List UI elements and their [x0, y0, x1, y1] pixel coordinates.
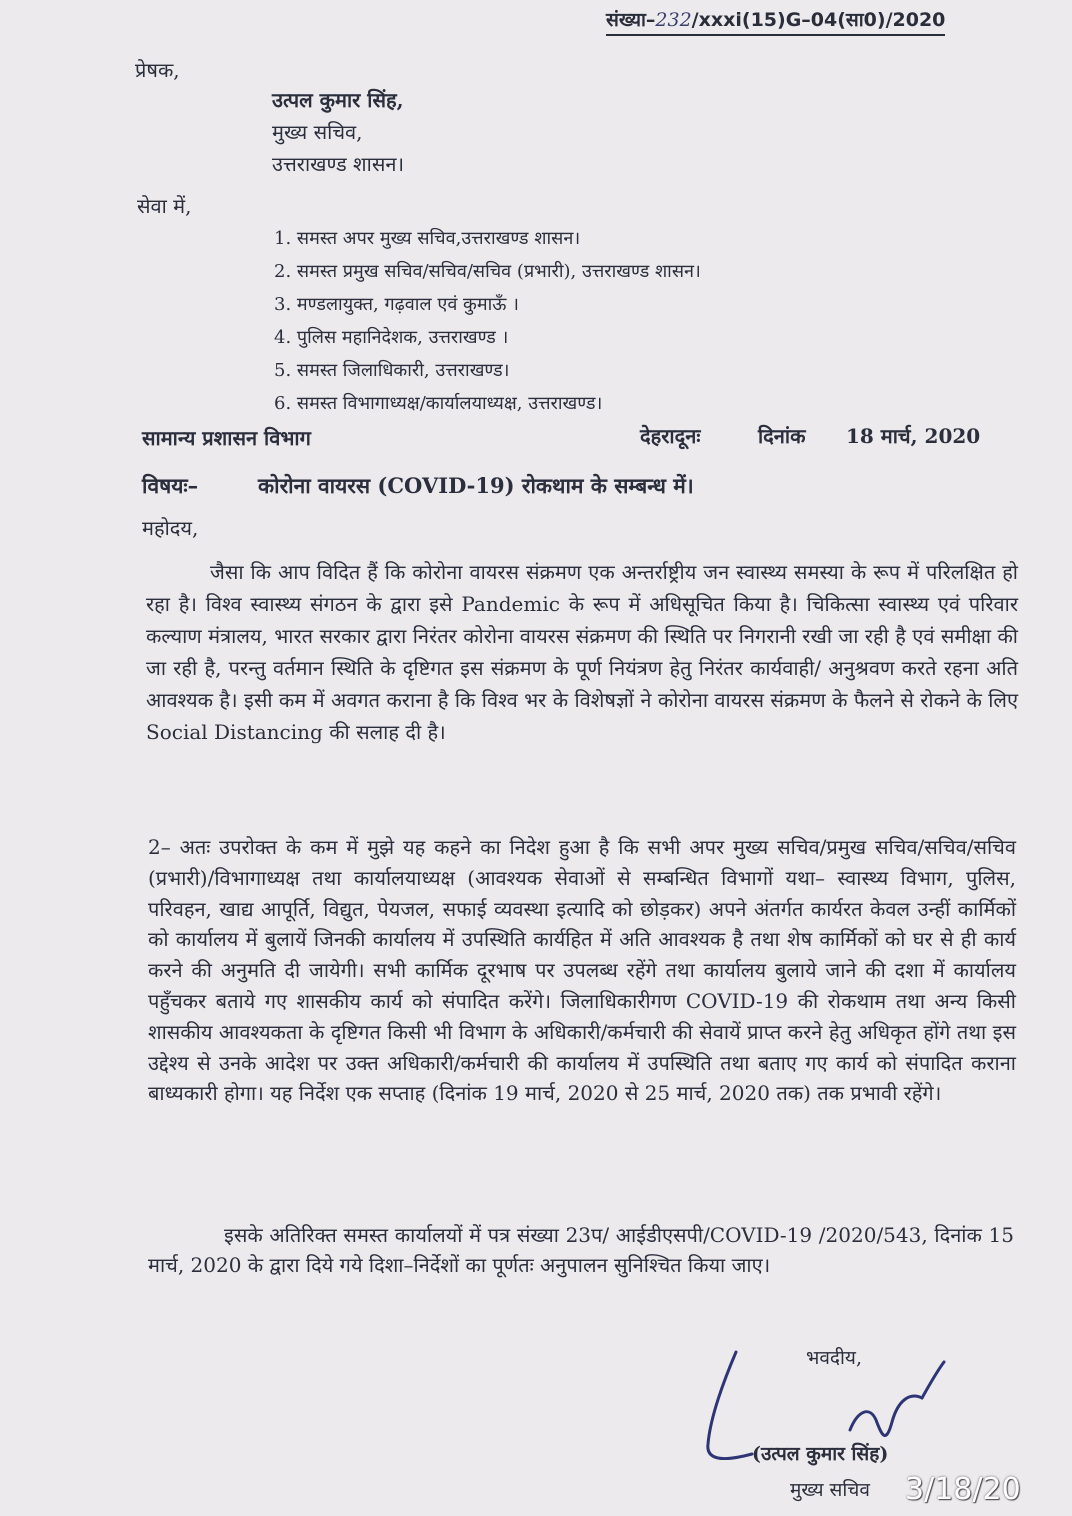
- recipients-label: सेवा में,: [137, 194, 192, 218]
- date-label: दिनांक: [758, 424, 806, 448]
- recipient-item: 6. समस्त विभागाध्यक्ष/कार्यालयाध्यक्ष, उत्तराखण्ड।: [274, 393, 603, 414]
- paragraph-1: जैसा कि आप विदित हैं कि कोरोना वायरस संक्रमण एक अन्तर्राष्ट्रीय जन स्वास्थ्य समस्या के रूप में परिलक्षित हो रहा है। विश्व स्वास्थ्य संगठन के द्वारा इसे Pandemic के रूप में अधिसूचित किया है। चिकित्सा स्वास्थ्य एवं परिवार कल्याण मंत्रालय, भारत सरकार द्वारा निरंतर कोरोना वायरस संक्रमण की स्थिति पर निगरानी रखी जा रही है एवं समीक्षा की जा रही है, परन्तु वर्तमान स्थिति के दृष्टिगत इस संक्रमण के पूर्ण नियंत्रण हेतु निरंतर कार्यवाही/ अनुश्रवण करते रहना अति आवश्यक है। इसी कम में अवगत कराना है कि विश्व भर के विशेषज्ञों ने कोरोना वायरस संक्रमण के फैलने से रोकने के लिए Social Distancing की सलाह दी है।: [146, 560, 1018, 744]
- sender-office: उत्तराखण्ड शासन।: [272, 152, 405, 176]
- place: देहरादूनः: [640, 424, 701, 448]
- recipient-item: 4. पुलिस महानिदेशक, उत्तराखण्ड ।: [274, 327, 509, 348]
- recipient-item: 1. समस्त अपर मुख्य सचिव,उत्तराखण्ड शासन।: [274, 228, 581, 249]
- subject-label: विषयः–: [142, 473, 199, 498]
- recipient-item: 5. समस्त जिलाधिकारी, उत्तराखण्ड।: [274, 360, 510, 381]
- sender-designation: मुख्य सचिव,: [272, 120, 363, 144]
- recipient-item: 2. समस्त प्रमुख सचिव/सचिव/सचिव (प्रभारी), उत्तराखण्ड शासन।: [274, 261, 701, 282]
- sender-name: उत्पल कुमार सिंह,: [272, 88, 404, 112]
- paragraph-2: 2– अतः उपरोक्त के कम में मुझे यह कहने का निदेश हुआ है कि सभी अपर मुख्य सचिव/प्रमुख सचिव/सचिव/सचिव (प्रभारी)/विभागाध्यक्ष तथा कार्यालयाध्यक्ष (आवश्यक सेवाओं से सम्बन्धित विभागों यथा– स्वास्थ्य विभाग, पुलिस, परिवहन, खाद्य आपूर्ति, विद्युत, पेयजल, सफाई व्यवस्था इत्यादि को छोड़कर) अपने अंतर्गत कार्यरत केवल उन्हीं कार्मिकों को कार्यालय में बुलायें जिनकी कार्यालय में उपस्थिति कार्यहित में अति आवश्यक है तथा शेष कार्मिकों को घर से ही कार्य करने की अनुमति दी जायेगी। सभी कार्मिक दूरभाष पर उपलब्ध रहेंगे तथा कार्यालय बुलाये जाने की दशा में कार्यालय पहुँचकर बताये गए शासकीय कार्य को संपादित करेंगे। जिलाधिकारीगण COVID-19 की रोकथाम तथा अन्य किसी शासकीय आवश्यकता के दृष्टिगत किसी भी विभाग के अधिकारी/कर्मचारी की सेवायें प्राप्त करने हेतु अधिकृत होंगे तथा इस उद्देश्य से उनके आदेश पर उक्त अधिकारी/कर्मचारी की कार्यालय में उपस्थिति तथा बताए गए कार्य को संपादित कराना बाध्यकारी होगा। यह निर्देश एक सप्ताह (दिनांक 19 मार्च, 2020 से 25 मार्च, 2020 तक) तक प्रभावी रहेंगे।: [148, 835, 1016, 1106]
- paragraph-3: इसके अतिरिक्त समस्त कार्यालयों में पत्र संख्या 23प/ आईडीएसपी/COVID-19 /2020/543, दिनांक 15 मार्च, 2020 के द्वारा दिये गये दिशा–निर्देशों का पूर्णतः अनुपालन सुनिश्चित किया जाए।: [148, 1223, 1014, 1277]
- salutation: महोदय,: [142, 516, 199, 540]
- reference-number: संख्या–232/xxxi(15)G–04(सा0)/2020: [606, 6, 945, 36]
- reference-handwritten-number: 232: [655, 9, 692, 31]
- recipient-item: 3. मण्डलायुक्त, गढ़वाल एवं कुमाऊँ ।: [274, 294, 519, 315]
- recipients-list: [274, 222, 701, 420]
- letter-date: 18 मार्च, 2020: [846, 424, 981, 448]
- closing-name: (उत्पल कुमार सिंह): [752, 1443, 889, 1465]
- photo-timestamp: 3/18/20: [905, 1472, 1021, 1507]
- subject-text: कोरोना वायरस (COVID-19) रोकथाम के सम्बन्ध में।: [258, 473, 694, 498]
- closing-yours: भवदीय,: [806, 1347, 862, 1369]
- closing-designation: मुख्य सचिव: [790, 1479, 870, 1501]
- department: सामान्य प्रशासन विभाग: [142, 426, 311, 450]
- sender-label: प्रेषक,: [135, 58, 180, 82]
- sender-block: [272, 84, 404, 180]
